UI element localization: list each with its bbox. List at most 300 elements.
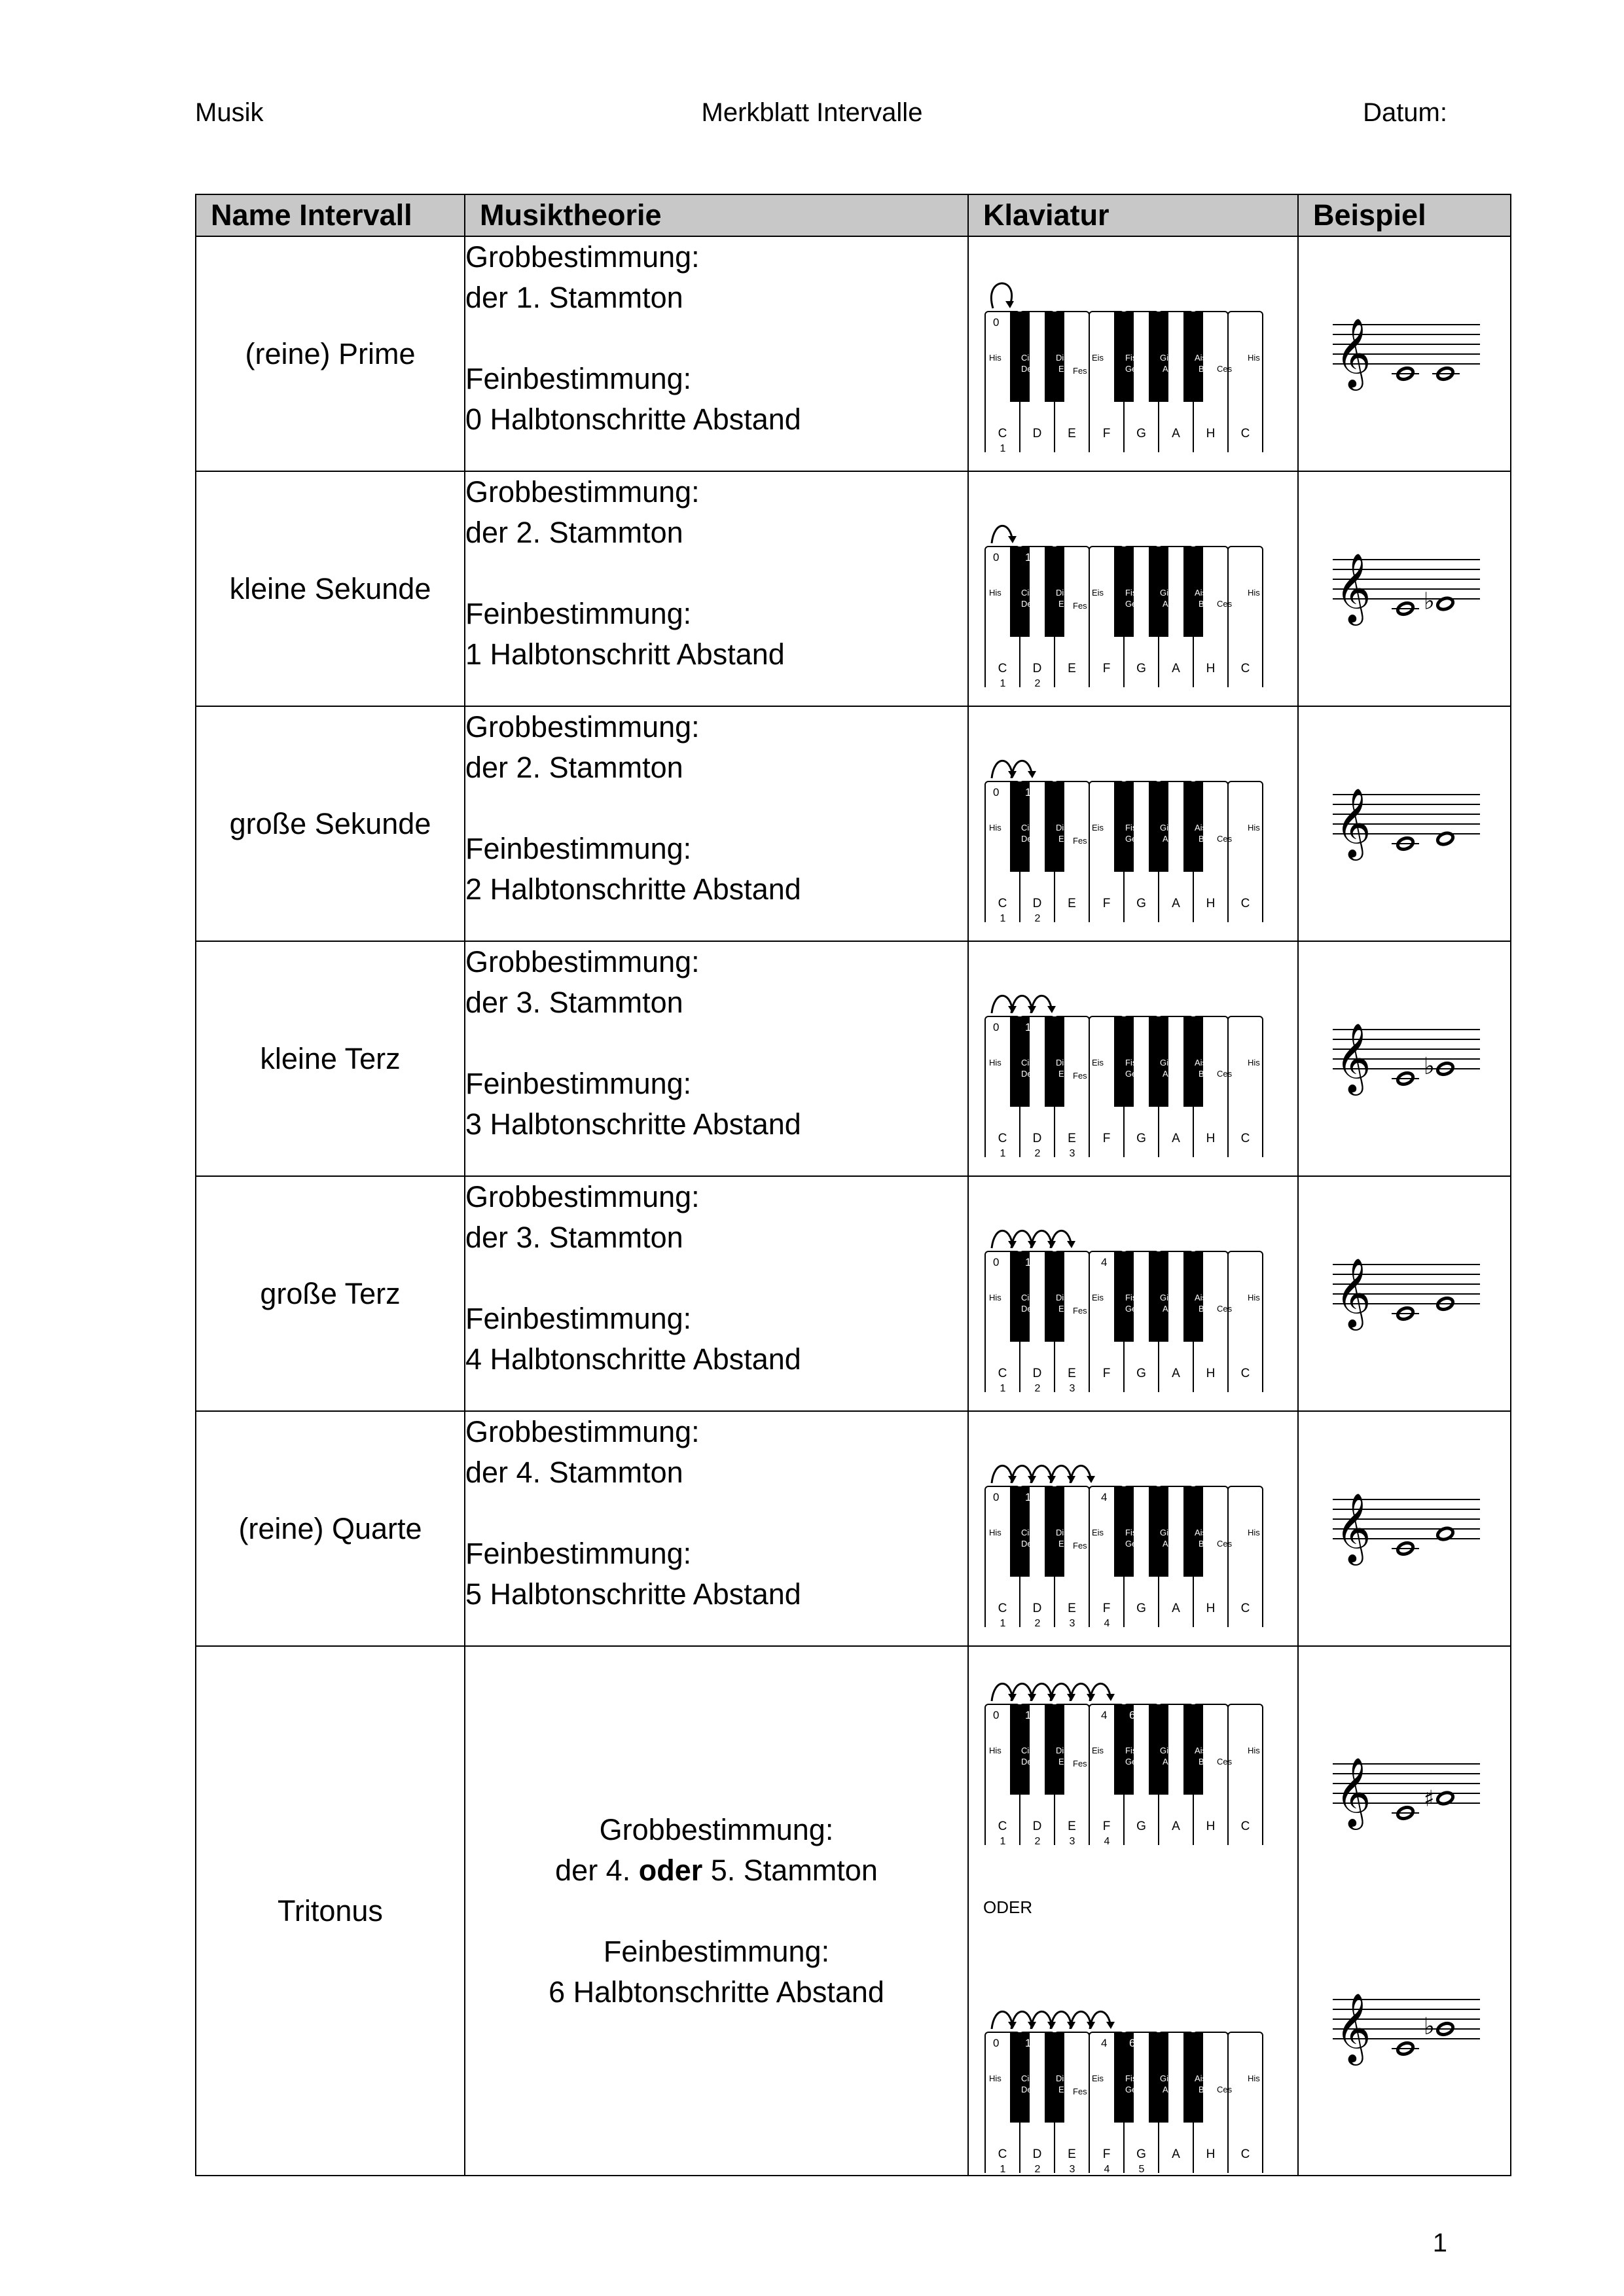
semitone-arc bbox=[1011, 1230, 1032, 1248]
white-key-label: F bbox=[1102, 2147, 1111, 2161]
fein-value: 2 Halbtonschritte Abstand bbox=[465, 872, 801, 906]
staff-example bbox=[1326, 1016, 1483, 1102]
grob-label: Grobbestimmung: bbox=[465, 1180, 700, 1213]
fein-label: Feinbestimmung: bbox=[465, 832, 692, 865]
white-key-label: H bbox=[1206, 1601, 1216, 1615]
black-key-flat-name: Ces bbox=[1217, 363, 1233, 374]
white-key-label: A bbox=[1172, 2147, 1180, 2161]
theory-cell bbox=[465, 1176, 968, 1411]
black-key-sharp-name: Dis bbox=[1056, 1527, 1068, 1537]
keyboard-cell bbox=[968, 236, 1298, 471]
black-key-flat-name: Ges bbox=[1125, 2085, 1141, 2094]
interval-name: (reine) Prime bbox=[196, 236, 465, 471]
treble-clef-icon: 𝄞 bbox=[1335, 1257, 1371, 1327]
table-row bbox=[196, 1411, 1511, 1646]
black-key-flat-name: Des bbox=[1021, 363, 1037, 374]
staff-example bbox=[1326, 547, 1483, 632]
white-key-label: C bbox=[1240, 2147, 1250, 2161]
interval-name: große Terz bbox=[196, 1176, 465, 1411]
white-key-number: 2 bbox=[1034, 2164, 1041, 2173]
white-key-label: H bbox=[1206, 661, 1216, 675]
black-key-flat-name: Fes bbox=[1073, 1305, 1087, 1316]
header-title: Merkblatt Intervalle bbox=[701, 98, 923, 127]
semitone-number: 1 bbox=[1025, 785, 1032, 798]
grob-value: der 3. Stammton bbox=[465, 986, 683, 1019]
white-key-enharmonic: Eis bbox=[1092, 1746, 1104, 1755]
white-key-label: D bbox=[1032, 1820, 1042, 1833]
piano-keyboard bbox=[969, 1649, 1276, 1845]
sharp-icon: ♯ bbox=[1423, 1785, 1434, 1812]
semitone-number: 2 bbox=[1049, 2037, 1056, 2049]
black-key-sharp-name: Dis bbox=[1056, 1292, 1068, 1302]
black-key-sharp-name: Gis bbox=[1160, 1746, 1173, 1755]
semitone-arc bbox=[1070, 1683, 1091, 1701]
white-key-label: G bbox=[1136, 2147, 1146, 2161]
semitone-arc bbox=[1051, 2011, 1072, 2029]
white-key-label: C bbox=[998, 1131, 1007, 1145]
oder-label: ODER bbox=[983, 1897, 1033, 1917]
semitone-arc bbox=[1031, 996, 1052, 1013]
arrow-head bbox=[1067, 1241, 1075, 1248]
black-key-sharp-name: Gis bbox=[1160, 1292, 1173, 1302]
semitone-number: 0 bbox=[993, 315, 1000, 329]
semitone-arc bbox=[1011, 1465, 1032, 1483]
black-key-flat-name: Des bbox=[1021, 2085, 1037, 2094]
white-key-enharmonic: Eis bbox=[1092, 2073, 1104, 2083]
black-key-flat-name: Ces bbox=[1217, 1538, 1233, 1549]
black-key-flat-name: Es bbox=[1058, 1538, 1069, 1549]
intervals-table bbox=[195, 194, 1511, 2176]
black-key-flat-name: Des bbox=[1021, 1068, 1037, 1079]
white-key-label: E bbox=[1068, 1131, 1076, 1145]
arrow-head bbox=[1028, 771, 1036, 778]
semitone-arc bbox=[1011, 761, 1032, 778]
white-key-enharmonic: Eis bbox=[1092, 1527, 1104, 1537]
semitone-number: 3 bbox=[1065, 1490, 1072, 1503]
semitone-arc bbox=[1051, 1683, 1072, 1701]
black-key-sharp-name: Ais bbox=[1195, 2073, 1207, 2083]
black-key-sharp-name: Fis bbox=[1125, 1746, 1137, 1755]
keyboard-cell bbox=[968, 1646, 1298, 2176]
treble-clef-icon: 𝄞 bbox=[1335, 787, 1371, 857]
white-key-label: F bbox=[1102, 1366, 1111, 1380]
white-key-label: C bbox=[1240, 1131, 1250, 1145]
col-header-theory: Musiktheorie bbox=[465, 194, 968, 236]
white-key-label: A bbox=[1172, 1366, 1180, 1380]
black-key-sharp-name: Dis bbox=[1056, 2073, 1068, 2083]
black-key-flat-name: Des bbox=[1021, 598, 1037, 609]
fein-label: Feinbestimmung: bbox=[465, 1302, 692, 1335]
black-key-sharp-name: Dis bbox=[1056, 587, 1068, 598]
black-key-flat-name: B bbox=[1199, 1538, 1204, 1549]
arrow-head bbox=[1008, 536, 1017, 543]
black-key-sharp-name: Ais bbox=[1195, 587, 1207, 598]
white-key-number: 1 bbox=[1000, 2164, 1006, 2173]
black-key-sharp-name: Fis bbox=[1125, 1057, 1137, 1067]
white-key-number: 2 bbox=[1034, 912, 1041, 922]
black-key-flat-name: Es bbox=[1058, 1303, 1069, 1314]
col-header-example: Beispiel bbox=[1298, 194, 1511, 236]
interval-name: (reine) Quarte bbox=[196, 1411, 465, 1646]
black-key-sharp-name: Gis bbox=[1160, 2073, 1173, 2083]
black-key-sharp-name: Ais bbox=[1195, 1527, 1207, 1537]
semitone-number: 3 bbox=[1065, 2037, 1072, 2049]
black-key-flat-name: Des bbox=[1021, 1538, 1037, 1549]
semitone-arc bbox=[1011, 1683, 1032, 1701]
theory-cell bbox=[465, 941, 968, 1176]
black-key-sharp-name: Cis bbox=[1021, 587, 1034, 598]
white-key-label: G bbox=[1136, 896, 1146, 910]
white-key-label: C bbox=[998, 661, 1007, 675]
black-key-flat-name: As bbox=[1163, 1538, 1173, 1549]
black-key-flat-name: As bbox=[1163, 1303, 1173, 1314]
black-key-flat-name: Es bbox=[1058, 363, 1069, 374]
white-key-label: H bbox=[1206, 1366, 1216, 1380]
semitone-arc bbox=[992, 1683, 1013, 1701]
semitone-number: 1 bbox=[1025, 1255, 1032, 1268]
black-key-sharp-name: Gis bbox=[1160, 352, 1173, 363]
semitone-arc bbox=[1090, 1683, 1111, 1701]
semitone-arc bbox=[1031, 1230, 1052, 1248]
grob-label: Grobbestimmung: bbox=[465, 945, 700, 978]
white-key-label: C bbox=[998, 1820, 1007, 1833]
black-key-flat-name: Es bbox=[1058, 1757, 1069, 1767]
black-key-sharp-name: Dis bbox=[1056, 822, 1068, 833]
white-key-number: 4 bbox=[1104, 2164, 1110, 2173]
table-header-row bbox=[196, 194, 1511, 236]
semitone-arc bbox=[992, 1465, 1013, 1483]
black-key-flat-name: B bbox=[1199, 2085, 1204, 2094]
black-key-flat-name: Ges bbox=[1125, 598, 1141, 609]
black-key-sharp-name: Gis bbox=[1160, 1527, 1173, 1537]
semitone-arc bbox=[992, 526, 1013, 543]
black-key-sharp-name: Ais bbox=[1195, 352, 1207, 363]
white-key-number: 4 bbox=[1104, 1836, 1110, 1845]
white-key-label: C bbox=[998, 2147, 1007, 2161]
white-key-enharmonic: Eis bbox=[1092, 352, 1104, 363]
black-key-flat-name: B bbox=[1199, 363, 1204, 374]
black-key-flat-name: B bbox=[1199, 1303, 1204, 1314]
black-key-sharp-name: Fis bbox=[1125, 1292, 1137, 1302]
grob-label: Grobbestimmung: bbox=[465, 1415, 700, 1448]
black-key-flat-name: Ces bbox=[1217, 1068, 1233, 1079]
arrow-head bbox=[1106, 1694, 1115, 1701]
white-key-label: F bbox=[1102, 1601, 1111, 1615]
black-key-flat-name: Des bbox=[1021, 833, 1037, 844]
white-key-label: C bbox=[1240, 896, 1250, 910]
fein-value: 4 Halbtonschritte Abstand bbox=[465, 1342, 801, 1376]
interval-name: Tritonus bbox=[196, 1646, 465, 2176]
white-key-label: F bbox=[1102, 1820, 1111, 1833]
semitone-number: 3 bbox=[1065, 1709, 1072, 1721]
treble-clef-icon: 𝄞 bbox=[1335, 1022, 1371, 1092]
black-key-sharp-name: Fis bbox=[1125, 587, 1137, 598]
black-key-sharp-name: His bbox=[1248, 1527, 1260, 1537]
white-key-number: 1 bbox=[1000, 677, 1006, 687]
example-cell bbox=[1298, 706, 1511, 941]
black-key-sharp-name: His bbox=[989, 822, 1001, 833]
white-key-number: 2 bbox=[1034, 677, 1041, 687]
semitone-number: 5 bbox=[1120, 1490, 1127, 1503]
black-key-flat-name: As bbox=[1163, 833, 1173, 844]
white-key-label: C bbox=[998, 1366, 1007, 1380]
black-key-flat-name: Fes bbox=[1073, 1540, 1087, 1551]
white-key-label: C bbox=[1240, 1820, 1250, 1833]
black-key-sharp-name: His bbox=[1248, 822, 1260, 833]
semitone-number: 0 bbox=[993, 1490, 1000, 1503]
table-row bbox=[196, 471, 1511, 706]
semitone-arc bbox=[1070, 2011, 1091, 2029]
white-key-number: 1 bbox=[1000, 1836, 1006, 1845]
white-key-label: D bbox=[1032, 896, 1042, 910]
semitone-number: 2 bbox=[1049, 1709, 1056, 1721]
black-key-flat-name: Fes bbox=[1073, 1759, 1087, 1768]
semitone-number: 0 bbox=[993, 1255, 1000, 1268]
fein-value: 0 Halbtonschritte Abstand bbox=[465, 403, 801, 436]
semitone-arc bbox=[992, 1230, 1013, 1248]
white-key-label: A bbox=[1172, 426, 1180, 440]
grob-label: Grobbestimmung: bbox=[465, 710, 700, 744]
semitone-number: 0 bbox=[993, 2037, 1000, 2049]
black-key-sharp-name: Fis bbox=[1125, 1527, 1137, 1537]
black-key-sharp-name: Ais bbox=[1195, 1057, 1207, 1067]
semitone-arc bbox=[992, 761, 1013, 778]
black-key-sharp-name: Ais bbox=[1195, 1746, 1207, 1755]
white-key-label: E bbox=[1068, 896, 1076, 910]
black-key-sharp-name: Cis bbox=[1021, 2073, 1034, 2083]
white-key-label: D bbox=[1032, 1601, 1042, 1615]
white-key-label: F bbox=[1102, 896, 1111, 910]
treble-clef-icon: 𝄞 bbox=[1335, 552, 1371, 622]
treble-clef-icon: 𝄞 bbox=[1335, 317, 1371, 387]
black-key-sharp-name: Dis bbox=[1056, 1057, 1068, 1067]
example-cell bbox=[1298, 471, 1511, 706]
black-key-sharp-name: Cis bbox=[1021, 822, 1034, 833]
white-key-label: G bbox=[1136, 426, 1146, 440]
fein-label: Feinbestimmung: bbox=[465, 597, 692, 630]
semitone-number: 4 bbox=[1101, 1490, 1108, 1503]
semitone-arc bbox=[1031, 1683, 1052, 1701]
grob-or-emphasis: oder bbox=[638, 1853, 703, 1887]
arrow-head bbox=[1005, 301, 1014, 308]
white-key-label: E bbox=[1068, 1366, 1076, 1380]
black-key-sharp-name: His bbox=[989, 587, 1001, 598]
piano-keyboard bbox=[969, 491, 1276, 687]
black-key-flat-name: Ges bbox=[1125, 833, 1141, 844]
white-key-enharmonic: Eis bbox=[1092, 587, 1104, 598]
keyboard-cell bbox=[968, 1176, 1298, 1411]
white-key-enharmonic: Eis bbox=[1092, 1292, 1104, 1302]
arrow-head bbox=[1087, 1476, 1095, 1483]
piano-keyboard bbox=[969, 726, 1276, 922]
white-key-label: A bbox=[1172, 1131, 1180, 1145]
black-key-flat-name: Fes bbox=[1073, 600, 1087, 611]
fein-label: Feinbestimmung: bbox=[465, 1067, 692, 1100]
white-key-number: 1 bbox=[1000, 442, 1006, 452]
black-key-flat-name: Fes bbox=[1073, 835, 1087, 846]
example-cell bbox=[1298, 1646, 1511, 2176]
white-key-label: E bbox=[1068, 2147, 1076, 2161]
semitone-number: 1 bbox=[1025, 1020, 1032, 1033]
fein-label: Feinbestimmung: bbox=[465, 1537, 692, 1570]
white-key-label: E bbox=[1068, 661, 1076, 675]
white-key-label: C bbox=[998, 1601, 1007, 1615]
black-key-flat-name: Ges bbox=[1125, 363, 1141, 374]
example-cell bbox=[1298, 1411, 1511, 1646]
grob-label: Grobbestimmung: bbox=[599, 1812, 834, 1846]
header-subject: Musik bbox=[195, 98, 264, 127]
white-key-label: H bbox=[1206, 2147, 1216, 2161]
piano-keyboard bbox=[969, 961, 1276, 1157]
staff-example bbox=[1326, 1251, 1483, 1336]
staff-example bbox=[1326, 1486, 1483, 1571]
staff-example bbox=[1326, 1751, 1483, 1836]
example-cell bbox=[1298, 1176, 1511, 1411]
black-key-flat-name: Des bbox=[1021, 1303, 1037, 1314]
semitone-number: 2 bbox=[1049, 1255, 1056, 1268]
fein-value: 1 Halbtonschritt Abstand bbox=[465, 637, 785, 671]
theory-cell bbox=[465, 1646, 968, 2176]
white-key-label: D bbox=[1032, 1366, 1042, 1380]
black-key-flat-name: B bbox=[1199, 1068, 1204, 1079]
arrow-head bbox=[1106, 2022, 1115, 2029]
semitone-number: 4 bbox=[1101, 2037, 1108, 2049]
white-key-label: C bbox=[1240, 1366, 1250, 1380]
semitone-arc bbox=[1011, 996, 1032, 1013]
semitone-number: 5 bbox=[1120, 2037, 1127, 2049]
black-key-sharp-name: Fis bbox=[1125, 352, 1137, 363]
example-cell bbox=[1298, 236, 1511, 471]
black-key-flat-name: As bbox=[1163, 1068, 1173, 1079]
black-key-flat-name: Des bbox=[1021, 1757, 1037, 1767]
theory-cell bbox=[465, 471, 968, 706]
white-key-number: 1 bbox=[1000, 912, 1006, 922]
white-key-number: 2 bbox=[1034, 1147, 1041, 1157]
white-key-label: D bbox=[1032, 661, 1042, 675]
black-key-flat-name: Ces bbox=[1217, 1757, 1233, 1767]
white-key-label: H bbox=[1206, 896, 1216, 910]
theory-cell bbox=[465, 236, 968, 471]
white-key-label: C bbox=[1240, 1601, 1250, 1615]
white-key-label: G bbox=[1136, 1366, 1146, 1380]
table-row-tritonus bbox=[196, 1646, 1511, 2176]
theory-cell bbox=[465, 1411, 968, 1646]
white-key-number: 4 bbox=[1104, 1617, 1110, 1627]
black-key-sharp-name: Fis bbox=[1125, 2073, 1137, 2083]
piano-keyboard bbox=[969, 1431, 1276, 1627]
treble-clef-icon: 𝄞 bbox=[1335, 1492, 1371, 1562]
white-key-label: F bbox=[1102, 426, 1111, 440]
black-key-flat-name: B bbox=[1199, 833, 1204, 844]
interval-name: kleine Terz bbox=[196, 941, 465, 1176]
col-header-keyboard: Klaviatur bbox=[968, 194, 1298, 236]
grob-label: Grobbestimmung: bbox=[465, 240, 700, 274]
white-key-label: H bbox=[1206, 426, 1216, 440]
black-key-sharp-name: His bbox=[989, 1527, 1001, 1537]
semitone-number: 0 bbox=[993, 550, 1000, 564]
black-key-sharp-name: His bbox=[1248, 352, 1260, 363]
black-key-sharp-name: Gis bbox=[1160, 822, 1173, 833]
black-key-sharp-name: Gis bbox=[1160, 587, 1173, 598]
white-key-label: G bbox=[1136, 1131, 1146, 1145]
white-key-enharmonic: Eis bbox=[1092, 822, 1104, 833]
black-key-sharp-name: Ais bbox=[1195, 1292, 1207, 1302]
black-key-flat-name: B bbox=[1199, 598, 1204, 609]
black-key-sharp-name: Cis bbox=[1021, 1746, 1034, 1755]
white-key-label: D bbox=[1032, 2147, 1042, 2161]
grob-value: der 1. Stammton bbox=[465, 281, 683, 314]
semitone-arc bbox=[1070, 1465, 1091, 1483]
semitone-number: 2 bbox=[1049, 1020, 1056, 1033]
white-key-label: H bbox=[1206, 1820, 1216, 1833]
white-key-label: E bbox=[1068, 1820, 1076, 1833]
black-key-flat-name: As bbox=[1163, 2085, 1173, 2094]
black-key-sharp-name: Cis bbox=[1021, 352, 1034, 363]
semitone-arc bbox=[1051, 1230, 1072, 1248]
white-key-number: 2 bbox=[1034, 1382, 1041, 1392]
white-key-label: D bbox=[1032, 1131, 1042, 1145]
flat-icon: ♭ bbox=[1423, 1052, 1435, 1080]
black-key-flat-name: Fes bbox=[1073, 2087, 1087, 2096]
keyboard-cell bbox=[968, 941, 1298, 1176]
semitone-arc bbox=[1031, 2011, 1052, 2029]
black-key-flat-name: Ges bbox=[1125, 1757, 1141, 1767]
black-key-sharp-name: Dis bbox=[1056, 1746, 1068, 1755]
fein-value: 6 Halbtonschritte Abstand bbox=[549, 1975, 884, 2009]
semitone-number: 0 bbox=[993, 1020, 1000, 1033]
black-key-sharp-name: His bbox=[1248, 2073, 1260, 2083]
black-key-sharp-name: Fis bbox=[1125, 822, 1137, 833]
white-key-number: 1 bbox=[1000, 1382, 1006, 1392]
semitone-number: 2 bbox=[1049, 785, 1056, 798]
semitone-number: 4 bbox=[1101, 1255, 1108, 1268]
white-key-label: E bbox=[1068, 1601, 1076, 1615]
black-key-flat-name: Es bbox=[1058, 2085, 1069, 2094]
semitone-number: 6 bbox=[1129, 2037, 1136, 2049]
black-key-flat-name: As bbox=[1163, 598, 1173, 609]
white-key-label: G bbox=[1136, 661, 1146, 675]
semitone-number: 1 bbox=[1025, 2037, 1032, 2049]
black-key-sharp-name: His bbox=[1248, 587, 1260, 598]
col-header-name: Name Intervall bbox=[196, 194, 465, 236]
black-key-flat-name: Ges bbox=[1125, 1068, 1141, 1079]
piano-keyboard bbox=[969, 256, 1276, 452]
white-key-label: A bbox=[1172, 1820, 1180, 1833]
table-row bbox=[196, 706, 1511, 941]
black-key-sharp-name: Cis bbox=[1021, 1292, 1034, 1302]
semitone-number: 3 bbox=[1065, 1020, 1072, 1033]
white-key-label: G bbox=[1136, 1601, 1146, 1615]
semitone-number: 4 bbox=[1101, 1709, 1108, 1721]
white-key-enharmonic: Eis bbox=[1092, 1057, 1104, 1067]
white-key-number: 3 bbox=[1069, 1836, 1075, 1845]
arrow-head bbox=[1047, 1006, 1056, 1013]
header-date-label: Datum: bbox=[1363, 98, 1447, 127]
white-key-label: F bbox=[1102, 1131, 1111, 1145]
white-key-label: A bbox=[1172, 661, 1180, 675]
semitone-number: 0 bbox=[993, 1709, 1000, 1721]
white-key-number: 3 bbox=[1069, 2164, 1075, 2173]
semitone-arc bbox=[1031, 1465, 1052, 1483]
white-key-number: 2 bbox=[1034, 1617, 1041, 1627]
keyboard-cell bbox=[968, 706, 1298, 941]
white-key-label: A bbox=[1172, 896, 1180, 910]
table-row bbox=[196, 1176, 1511, 1411]
black-key-flat-name: Ces bbox=[1217, 2085, 1233, 2094]
semitone-number: 2 bbox=[1049, 1490, 1056, 1503]
staff-example bbox=[1326, 312, 1483, 397]
semitone-number: 5 bbox=[1120, 1709, 1127, 1721]
